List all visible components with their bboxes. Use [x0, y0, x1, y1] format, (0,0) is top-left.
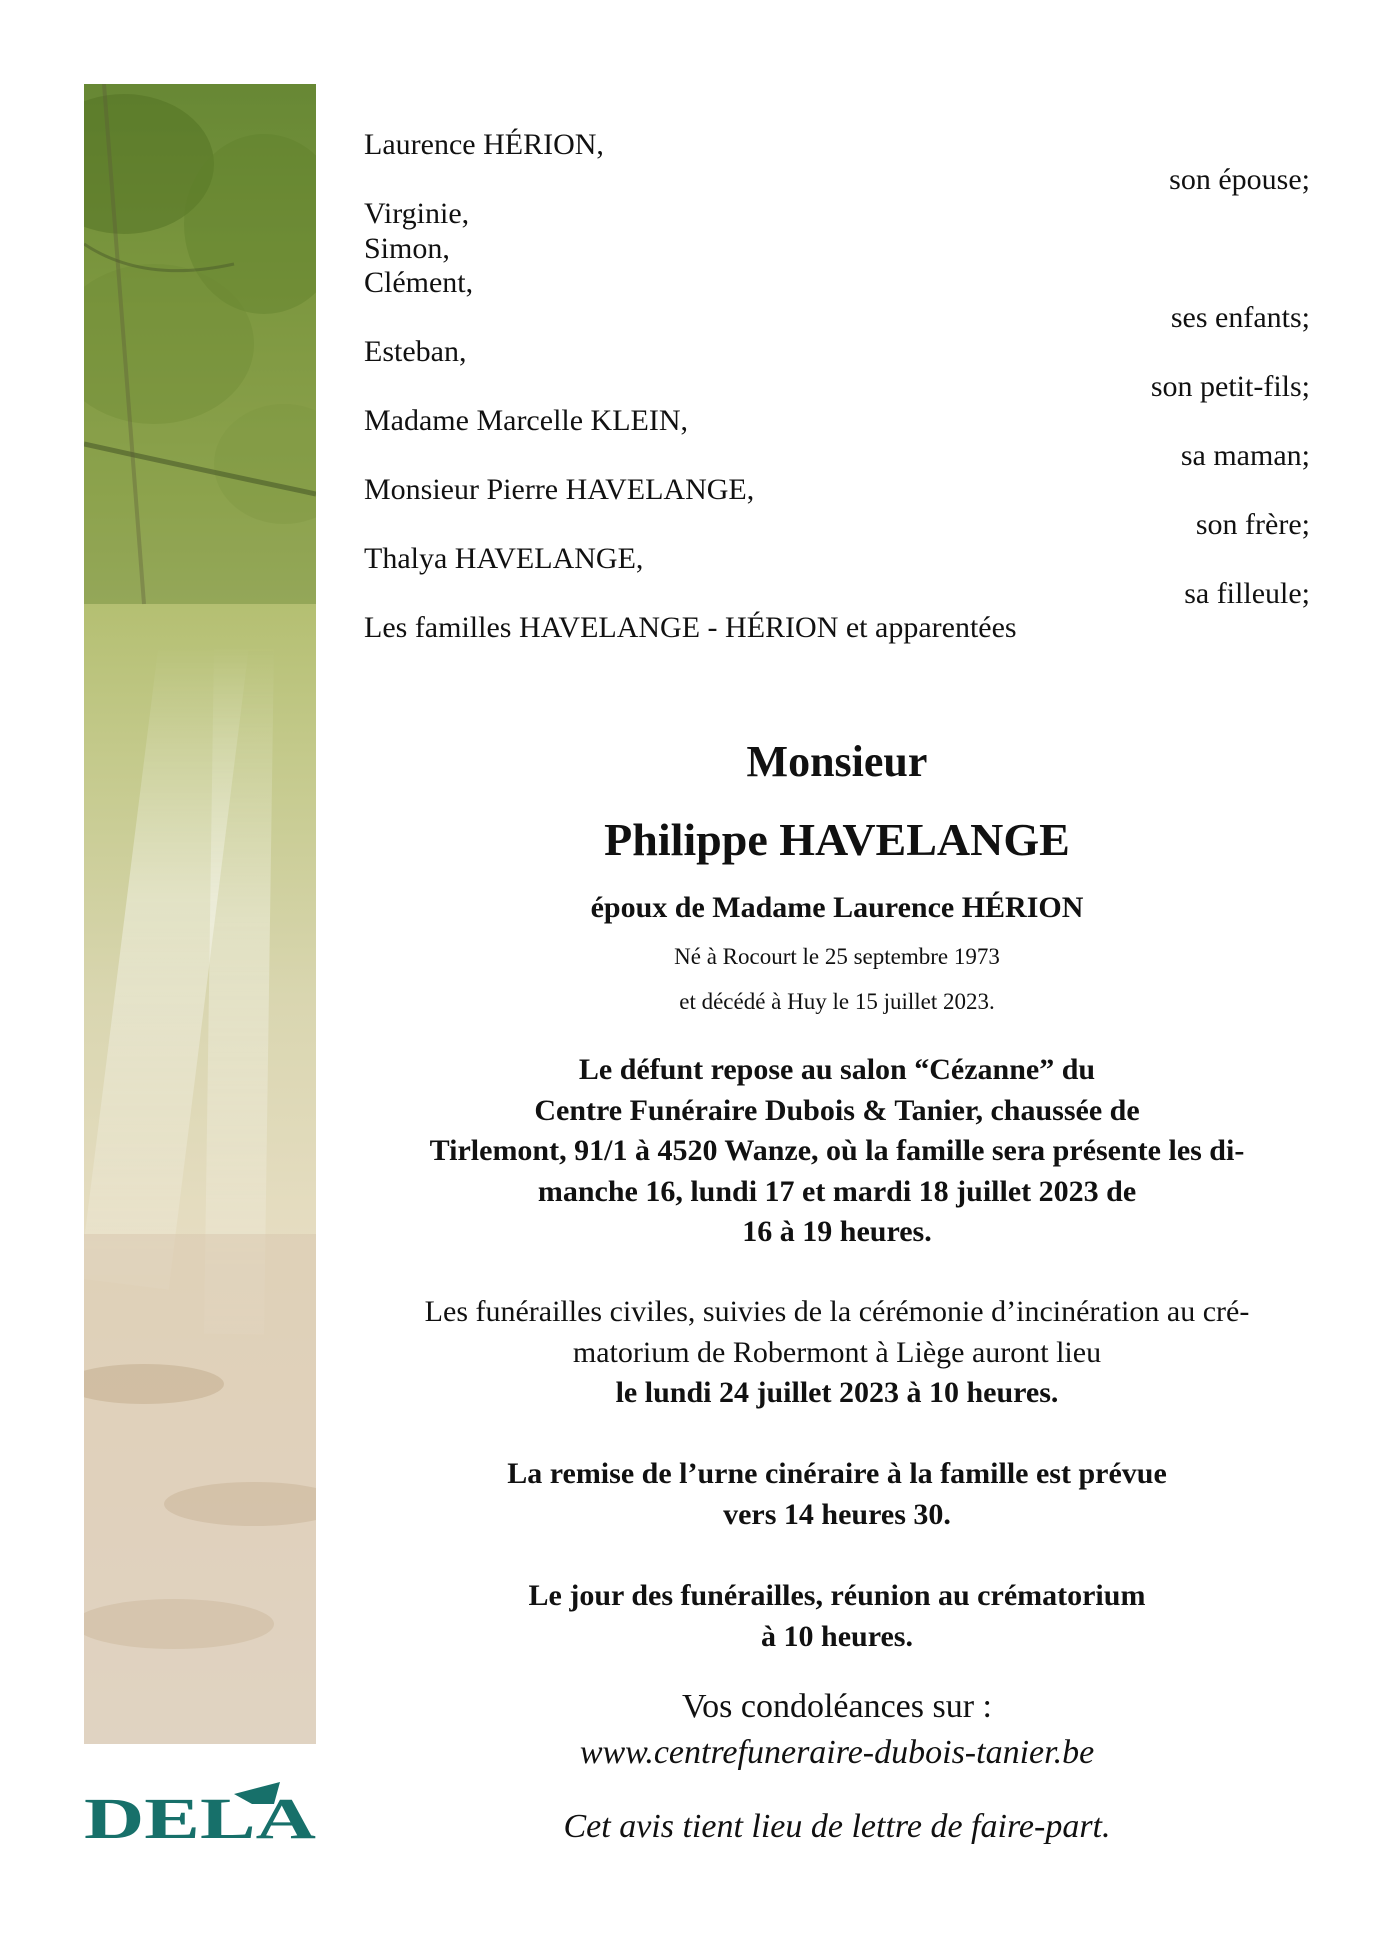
funeral-info: [364, 1292, 1310, 1414]
family-name: Clément,: [364, 266, 474, 299]
repose-info: [364, 1050, 1310, 1253]
urn-line: La remise de l’urne cinéraire à la famille est prévue: [507, 1457, 1167, 1490]
family-name: Madame Marcelle KLEIN,: [364, 404, 689, 437]
funeral-line: matorium de Robermont à Liège auront lieu: [572, 1335, 1102, 1369]
family-name: Thalya HAVELANGE,: [364, 542, 644, 575]
repose-line: manche 16, lundi 17 et mardi 18 juillet 2023 de: [537, 1174, 1137, 1208]
repose-line: Le défunt repose au salon “Cézanne” du: [578, 1053, 1096, 1086]
forest-path-image: [84, 84, 316, 1744]
funeral-date: le lundi 24 juillet 2023 à 10 heures.: [615, 1376, 1059, 1409]
dela-logo: [84, 1776, 316, 1846]
family-name: Esteban,: [364, 335, 467, 368]
birth-info: Né à Rocourt le 25 septembre 1973: [674, 944, 1000, 969]
family-relation: sa filleule;: [1184, 576, 1310, 610]
logo-text: DELA: [84, 1786, 316, 1846]
repose-line: 16 à 19 heures.: [742, 1215, 932, 1248]
urn-line: vers 14 heures 30.: [723, 1497, 951, 1531]
family-relation: sa maman;: [1180, 438, 1310, 472]
meeting-info: [364, 1576, 1310, 1657]
family-relation: ses enfants;: [1170, 300, 1310, 334]
notice-text: Cet avis tient lieu de lettre de faire-part.: [563, 1808, 1111, 1845]
repose-line: Tirlemont, 91/1 à 4520 Wanze, où la famille sera présente les di-: [429, 1134, 1245, 1167]
family-name: Monsieur Pierre HAVELANGE,: [364, 473, 755, 506]
death-info: et décédé à Huy le 15 juillet 2023.: [679, 989, 995, 1014]
meeting-line: à 10 heures.: [761, 1619, 913, 1653]
deceased-name: Philippe HAVELANGE: [604, 814, 1070, 865]
family-list: [364, 128, 1310, 646]
family-relation: son épouse;: [1169, 162, 1310, 196]
family-relation: son frère;: [1195, 507, 1310, 541]
condolences-label: Vos condoléances sur :: [681, 1688, 993, 1725]
meeting-line: Le jour des funérailles, réunion au crématorium: [528, 1579, 1146, 1612]
urn-info: [364, 1454, 1310, 1535]
family-name: Les familles HAVELANGE - HÉRION et apparentées: [364, 611, 1017, 644]
family-name: Simon,: [364, 231, 450, 265]
family-relation: son petit-fils;: [1150, 369, 1310, 403]
repose-line: Centre Funéraire Dubois & Tanier, chaussée de: [534, 1093, 1140, 1127]
funeral-line: Les funérailles civiles, suivies de la cérémonie d’incinération au cré-: [424, 1295, 1250, 1328]
family-name: Laurence HÉRION,: [364, 128, 604, 161]
deceased-spouse: époux de Madame Laurence HÉRION: [590, 891, 1084, 924]
condolences-url[interactable]: www.centrefuneraire-dubois-tanier.be: [579, 1734, 1095, 1771]
deceased-title: Monsieur: [746, 737, 928, 786]
family-name: Virginie,: [364, 197, 470, 230]
